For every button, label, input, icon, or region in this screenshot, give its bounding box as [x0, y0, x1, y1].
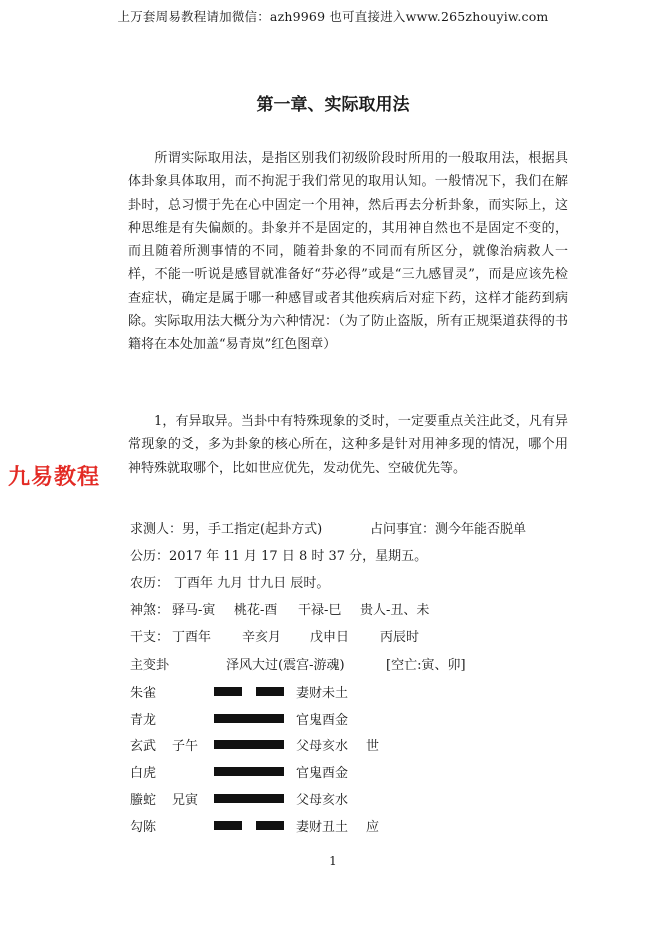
six-god: 青龙	[130, 713, 157, 728]
yao-segment	[214, 714, 284, 723]
six-god: 朱雀	[130, 686, 157, 701]
gua-line	[130, 709, 430, 729]
asker-value: 男，手工指定(起卦方式)	[182, 522, 323, 537]
yao-segment	[256, 687, 284, 696]
gua-line	[130, 816, 430, 836]
yao-segment	[214, 687, 242, 696]
asker-label: 求测人：	[130, 522, 183, 537]
six-relation: 妻财丑土	[296, 820, 349, 835]
solar-date-text: 公历：2017 年 11 月 17 日 8 时 37 分，星期五。	[130, 549, 428, 564]
six-god: 勾陈	[130, 820, 157, 835]
gua-line	[130, 789, 430, 809]
shi-ying-mark: 应	[366, 820, 380, 835]
six-god: 螣蛇	[130, 793, 157, 808]
ganzhi-day: 戊申日	[310, 630, 350, 645]
yao-line	[214, 714, 284, 723]
six-god: 玄武	[130, 739, 157, 754]
gua-line	[130, 735, 430, 755]
ganzhi-hour: 丙辰时	[380, 630, 420, 645]
yao-segment	[214, 821, 242, 830]
ganzhi-label: 干支：	[130, 630, 170, 645]
question-label: 占问事宜：	[370, 522, 436, 537]
shensha-item: 贵人-丑、未	[360, 603, 430, 618]
intro-paragraph-text: 所谓实际取用法，是指区别我们初级阶段时所用的一般取用法，根据具体卦象具体取用，而不拘泥于我们常见的取用认知。一般情况下，我们在解卦时，总习惯于先在心中固定一个用神，然后再去分析卦象，而实际上，这种思维是有失偏颇的。卦象并不是固定的，其用神自然也不是固定不变的，而且随着所测事情的不同，随着卦象的不同而有所区分，就像治病救人一样，不能一听说是感冒就准备好“芬必得”或是“三九感冒灵”，而是应该先检查症状，确定是属于哪一种感冒或者其他疾病后对症下药，这样才能药到病除。实际取用法大概分为六种情况：（为了防止盗版，所有正规渠道获得的书籍将在本处加盖“易青岚”红色图章）	[128, 151, 568, 353]
yao-segment	[214, 767, 284, 776]
chapter-title: 第一章、实际取用法	[256, 95, 410, 115]
hidden-spirit: 兄寅	[172, 793, 199, 808]
question-value: 测今年能否脱单	[435, 522, 527, 537]
yao-segment	[214, 740, 284, 749]
rule-paragraph-text: 1，有异取异。当卦中有特殊现象的爻时，一定要重点关注此爻，凡有异常现象的爻，多为卦象的核心所在，这种多是针对用神多现的情况，哪个用神特殊就取哪个，比如世应优先，发动优先、空破优先等。	[128, 414, 568, 476]
six-god: 白虎	[130, 766, 157, 781]
shensha-item: 干禄-巳	[298, 603, 342, 618]
yao-segment	[214, 794, 284, 803]
page-number: 1	[329, 854, 337, 868]
page-header: 上万套周易教程请加微信：azh9969 也可直接进入www.265zhouyiw.com	[117, 9, 549, 24]
main-gua-label: 主变卦	[130, 658, 170, 673]
yao-line	[214, 740, 284, 749]
shi-ying-mark: 世	[366, 739, 380, 754]
gua-line	[130, 762, 430, 782]
shensha-label: 神煞：	[130, 603, 170, 618]
lunar-value: 丁酉年 九月 廿九日 辰时。	[174, 576, 330, 591]
yao-line	[214, 794, 284, 803]
shensha-item: 桃花-酉	[234, 603, 278, 618]
gua-name: 泽风大过(震宫-游魂)	[226, 658, 345, 673]
hidden-spirit: 子午	[172, 739, 199, 754]
intro-paragraph	[128, 147, 568, 357]
ganzhi-month: 辛亥月	[242, 630, 282, 645]
six-relation: 官鬼酉金	[296, 713, 349, 728]
shensha-item: 驿马-寅	[172, 603, 216, 618]
yao-line	[214, 821, 284, 830]
gua-line	[130, 682, 430, 702]
ganzhi-year: 丁酉年	[172, 630, 212, 645]
yao-line	[214, 767, 284, 776]
yao-line	[214, 687, 284, 696]
six-relation: 官鬼酉金	[296, 766, 349, 781]
lunar-label: 农历：	[130, 576, 170, 591]
kongwang: [空亡:寅、卯]	[386, 658, 466, 673]
rule-paragraph	[128, 410, 568, 480]
watermark-logo: 九易教程	[8, 465, 101, 490]
six-relation: 父母亥水	[296, 793, 349, 808]
six-relation: 妻财未土	[296, 686, 349, 701]
yao-segment	[256, 821, 284, 830]
six-relation: 父母亥水	[296, 739, 349, 754]
